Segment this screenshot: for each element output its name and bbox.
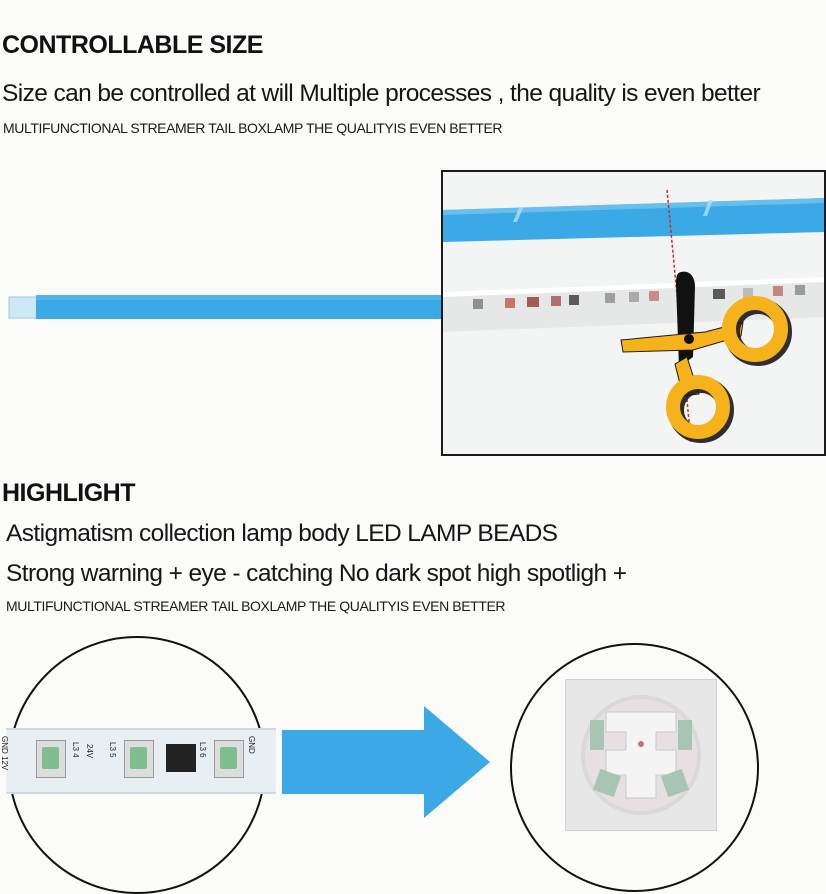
arrow-right-icon <box>282 706 492 826</box>
strip-magnifier-circle <box>0 636 266 894</box>
led-bead <box>36 740 66 778</box>
ic-chip <box>166 744 196 772</box>
section-highlight-title: HIGHLIGHT <box>2 479 135 507</box>
scissors-icon <box>443 172 824 454</box>
pad-label: GND <box>247 736 256 754</box>
voltage-label: 24V <box>85 744 94 759</box>
led-bead <box>124 740 154 778</box>
cut-detail-panel <box>441 170 826 456</box>
section-highlight-line2: Strong warning + eye - catching No dark spot high spotligh + <box>6 560 627 587</box>
led-bead-closeup <box>565 679 717 831</box>
chip-label: L3 4 <box>71 742 80 758</box>
section-highlight-line3: MULTIFUNCTIONAL STREAMER TAIL BOXLAMP THE QUALITYIS EVEN BETTER <box>6 598 506 614</box>
section-controllable-size-line1: Size can be controlled at will Multiple processes , the quality is even better <box>2 80 761 107</box>
section-controllable-size-line2: MULTIFUNCTIONAL STREAMER TAIL BOXLAMP THE QUALITYIS EVEN BETTER <box>3 120 503 136</box>
section-controllable-size-title: CONTROLLABLE SIZE <box>2 31 263 59</box>
led-bead <box>214 740 244 778</box>
pcb-strip <box>0 728 276 794</box>
chip-label: L3 5 <box>108 742 117 758</box>
section-highlight-line1: Astigmatism collection lamp body LED LAMP BEADS <box>6 520 558 547</box>
bead-magnifier-circle <box>510 643 759 892</box>
pad-label: GND 12V <box>0 736 9 771</box>
chip-label: L3 6 <box>198 742 207 758</box>
